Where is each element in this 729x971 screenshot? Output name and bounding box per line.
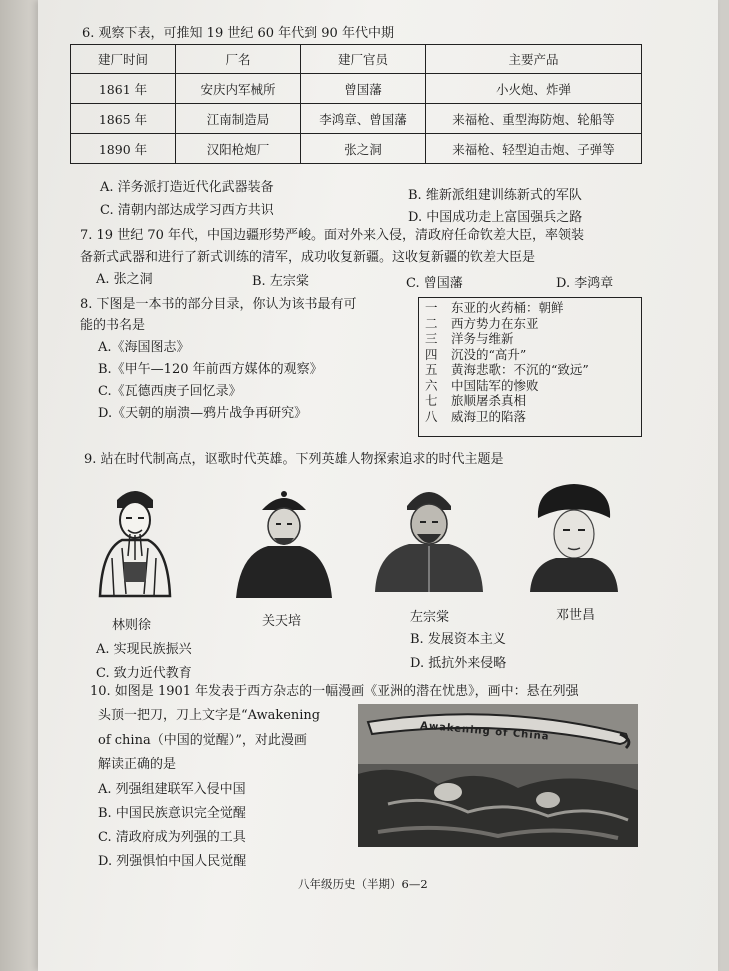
cartoon-image xyxy=(358,704,638,847)
table-cell: 1865 年 xyxy=(71,104,176,134)
q9-option-a[interactable]: A. 实现民族振兴 xyxy=(96,642,192,657)
table-cell: 张之洞 xyxy=(301,134,426,164)
q6-table xyxy=(70,44,642,164)
q10-option-a[interactable]: A. 列强组建联军入侵中国 xyxy=(98,782,246,797)
q6-stem: 6. 观察下表，可推知 19 世纪 60 年代到 90 年代中期 xyxy=(82,26,394,41)
portrait-guan-tianpei xyxy=(236,484,332,598)
table-cell: 曾国藩 xyxy=(301,74,426,104)
q6-option-a[interactable]: A. 洋务派打造近代化武器装备 xyxy=(100,180,274,195)
q6-option-b[interactable]: B. 维新派组建训练新式的军队 xyxy=(408,188,582,203)
portrait-name: 林则徐 xyxy=(112,618,152,633)
q7-option-b[interactable]: B. 左宗棠 xyxy=(252,274,309,289)
table-header-cell: 建厂官员 xyxy=(301,45,426,74)
table-header-cell: 厂名 xyxy=(176,45,301,74)
table-cell: 1890 年 xyxy=(71,134,176,164)
table-cell: 来福枪、重型海防炮、轮船等 xyxy=(426,104,642,134)
blade-inscription: Awakening of China xyxy=(419,720,550,743)
portrait-name: 关天培 xyxy=(262,614,302,629)
toc-entry: 四 沉没的“高升” xyxy=(425,346,527,362)
q8-stem-line1: 8. 下图是一本书的部分目录，你认为该书最有可 xyxy=(80,297,357,312)
toc-entry: 五 黄海悲歌：不沉的“致远” xyxy=(425,362,589,377)
q7-option-d[interactable]: D. 李鸿章 xyxy=(556,276,614,291)
book-contents-box xyxy=(418,297,642,437)
q10-option-d[interactable]: D. 列强惧怕中国人民觉醒 xyxy=(98,854,247,869)
table-row xyxy=(71,74,642,104)
q6-option-d[interactable]: D. 中国成功走上富国强兵之路 xyxy=(408,210,583,225)
toc-entry: 三 洋务与维新 xyxy=(425,331,514,346)
table-cell: 李鸿章、曾国藩 xyxy=(301,104,426,134)
q10-option-c[interactable]: C. 清政府成为列强的工具 xyxy=(98,830,246,845)
toc-entry: 八 威海卫的陷落 xyxy=(425,408,527,424)
q8-stem-line2: 能的书名是 xyxy=(80,318,146,333)
toc-entry: 七 旅顺屠杀真相 xyxy=(425,393,527,408)
q7-option-c[interactable]: C. 曾国藩 xyxy=(406,276,463,291)
q9-option-c[interactable]: C. 致力近代教育 xyxy=(96,666,192,681)
q8-option-d[interactable]: D.《天朝的崩溃—鸦片战争再研究》 xyxy=(98,406,308,421)
table-cell: 小火炮、炸弹 xyxy=(426,74,642,104)
q9-stem: 9. 站在时代制高点，讴歌时代英雄。下列英雄人物探索追求的时代主题是 xyxy=(84,452,504,467)
portrait-name: 邓世昌 xyxy=(556,608,596,623)
page-footer: 八年级历史（半期）6—2 xyxy=(298,877,428,891)
page-shadow-edge xyxy=(0,0,38,971)
q10-stem-line4: 解读正确的是 xyxy=(98,757,177,772)
table-cell: 来福枪、轻型迫击炮、子弹等 xyxy=(426,134,642,164)
table-cell: 江南制造局 xyxy=(176,104,301,134)
q8-option-a[interactable]: A.《海国图志》 xyxy=(98,340,190,355)
toc-entry: 六 中国陆军的惨败 xyxy=(425,377,539,393)
q10-stem-line2: 头顶一把刀，刀上文字是“Awakening xyxy=(98,708,321,723)
table-cell: 1861 年 xyxy=(71,74,176,104)
q6-option-c[interactable]: C. 清朝内部达成学习西方共识 xyxy=(100,203,274,218)
q10-option-b[interactable]: B. 中国民族意识完全觉醒 xyxy=(98,806,246,821)
q10-stem-line1: 10. 如图是 1901 年发表于西方杂志的一幅漫画《亚洲的潜在忧患》，画中：悬在列强 xyxy=(90,684,579,699)
table-row xyxy=(71,134,642,164)
table-cell: 安庆内军械所 xyxy=(176,74,301,104)
portrait-zuo-zongtang xyxy=(375,478,483,592)
table-header-cell: 主要产品 xyxy=(426,45,642,74)
table-header-cell: 建厂时间 xyxy=(71,45,176,74)
q8-option-b[interactable]: B.《甲午—120 年前西方媒体的观察》 xyxy=(98,362,323,377)
q9-option-d[interactable]: D. 抵抗外来侵略 xyxy=(410,656,507,671)
table-cell: 汉阳枪炮厂 xyxy=(176,134,301,164)
cartoon-drawing xyxy=(358,704,638,847)
portrait-deng-shichang xyxy=(530,482,618,592)
q7-stem-line1: 7. 19 世纪 70 年代，中国边疆形势严峻。面对外来入侵，清政府任命钦差大臣，率领装 xyxy=(80,228,585,243)
q10-stem-line3: of china（中国的觉醒）”，对此漫画 xyxy=(98,733,307,748)
q9-option-b[interactable]: B. 发展资本主义 xyxy=(410,632,506,647)
portrait-lin-zexu xyxy=(92,478,178,598)
q7-stem-line2: 备新式武器和进行了新式训练的清军，成功收复新疆。这收复新疆的钦差大臣是 xyxy=(80,250,536,265)
toc-entry: 二 西方势力在东亚 xyxy=(425,315,539,331)
toc-entry: 一 东亚的火药桶：朝鲜 xyxy=(425,300,564,315)
q8-option-c[interactable]: C.《瓦德西庚子回忆录》 xyxy=(98,384,242,399)
portrait-name: 左宗棠 xyxy=(410,610,450,625)
table-row xyxy=(71,104,642,134)
table-header-row xyxy=(71,45,642,74)
q7-option-a[interactable]: A. 张之洞 xyxy=(96,272,153,287)
